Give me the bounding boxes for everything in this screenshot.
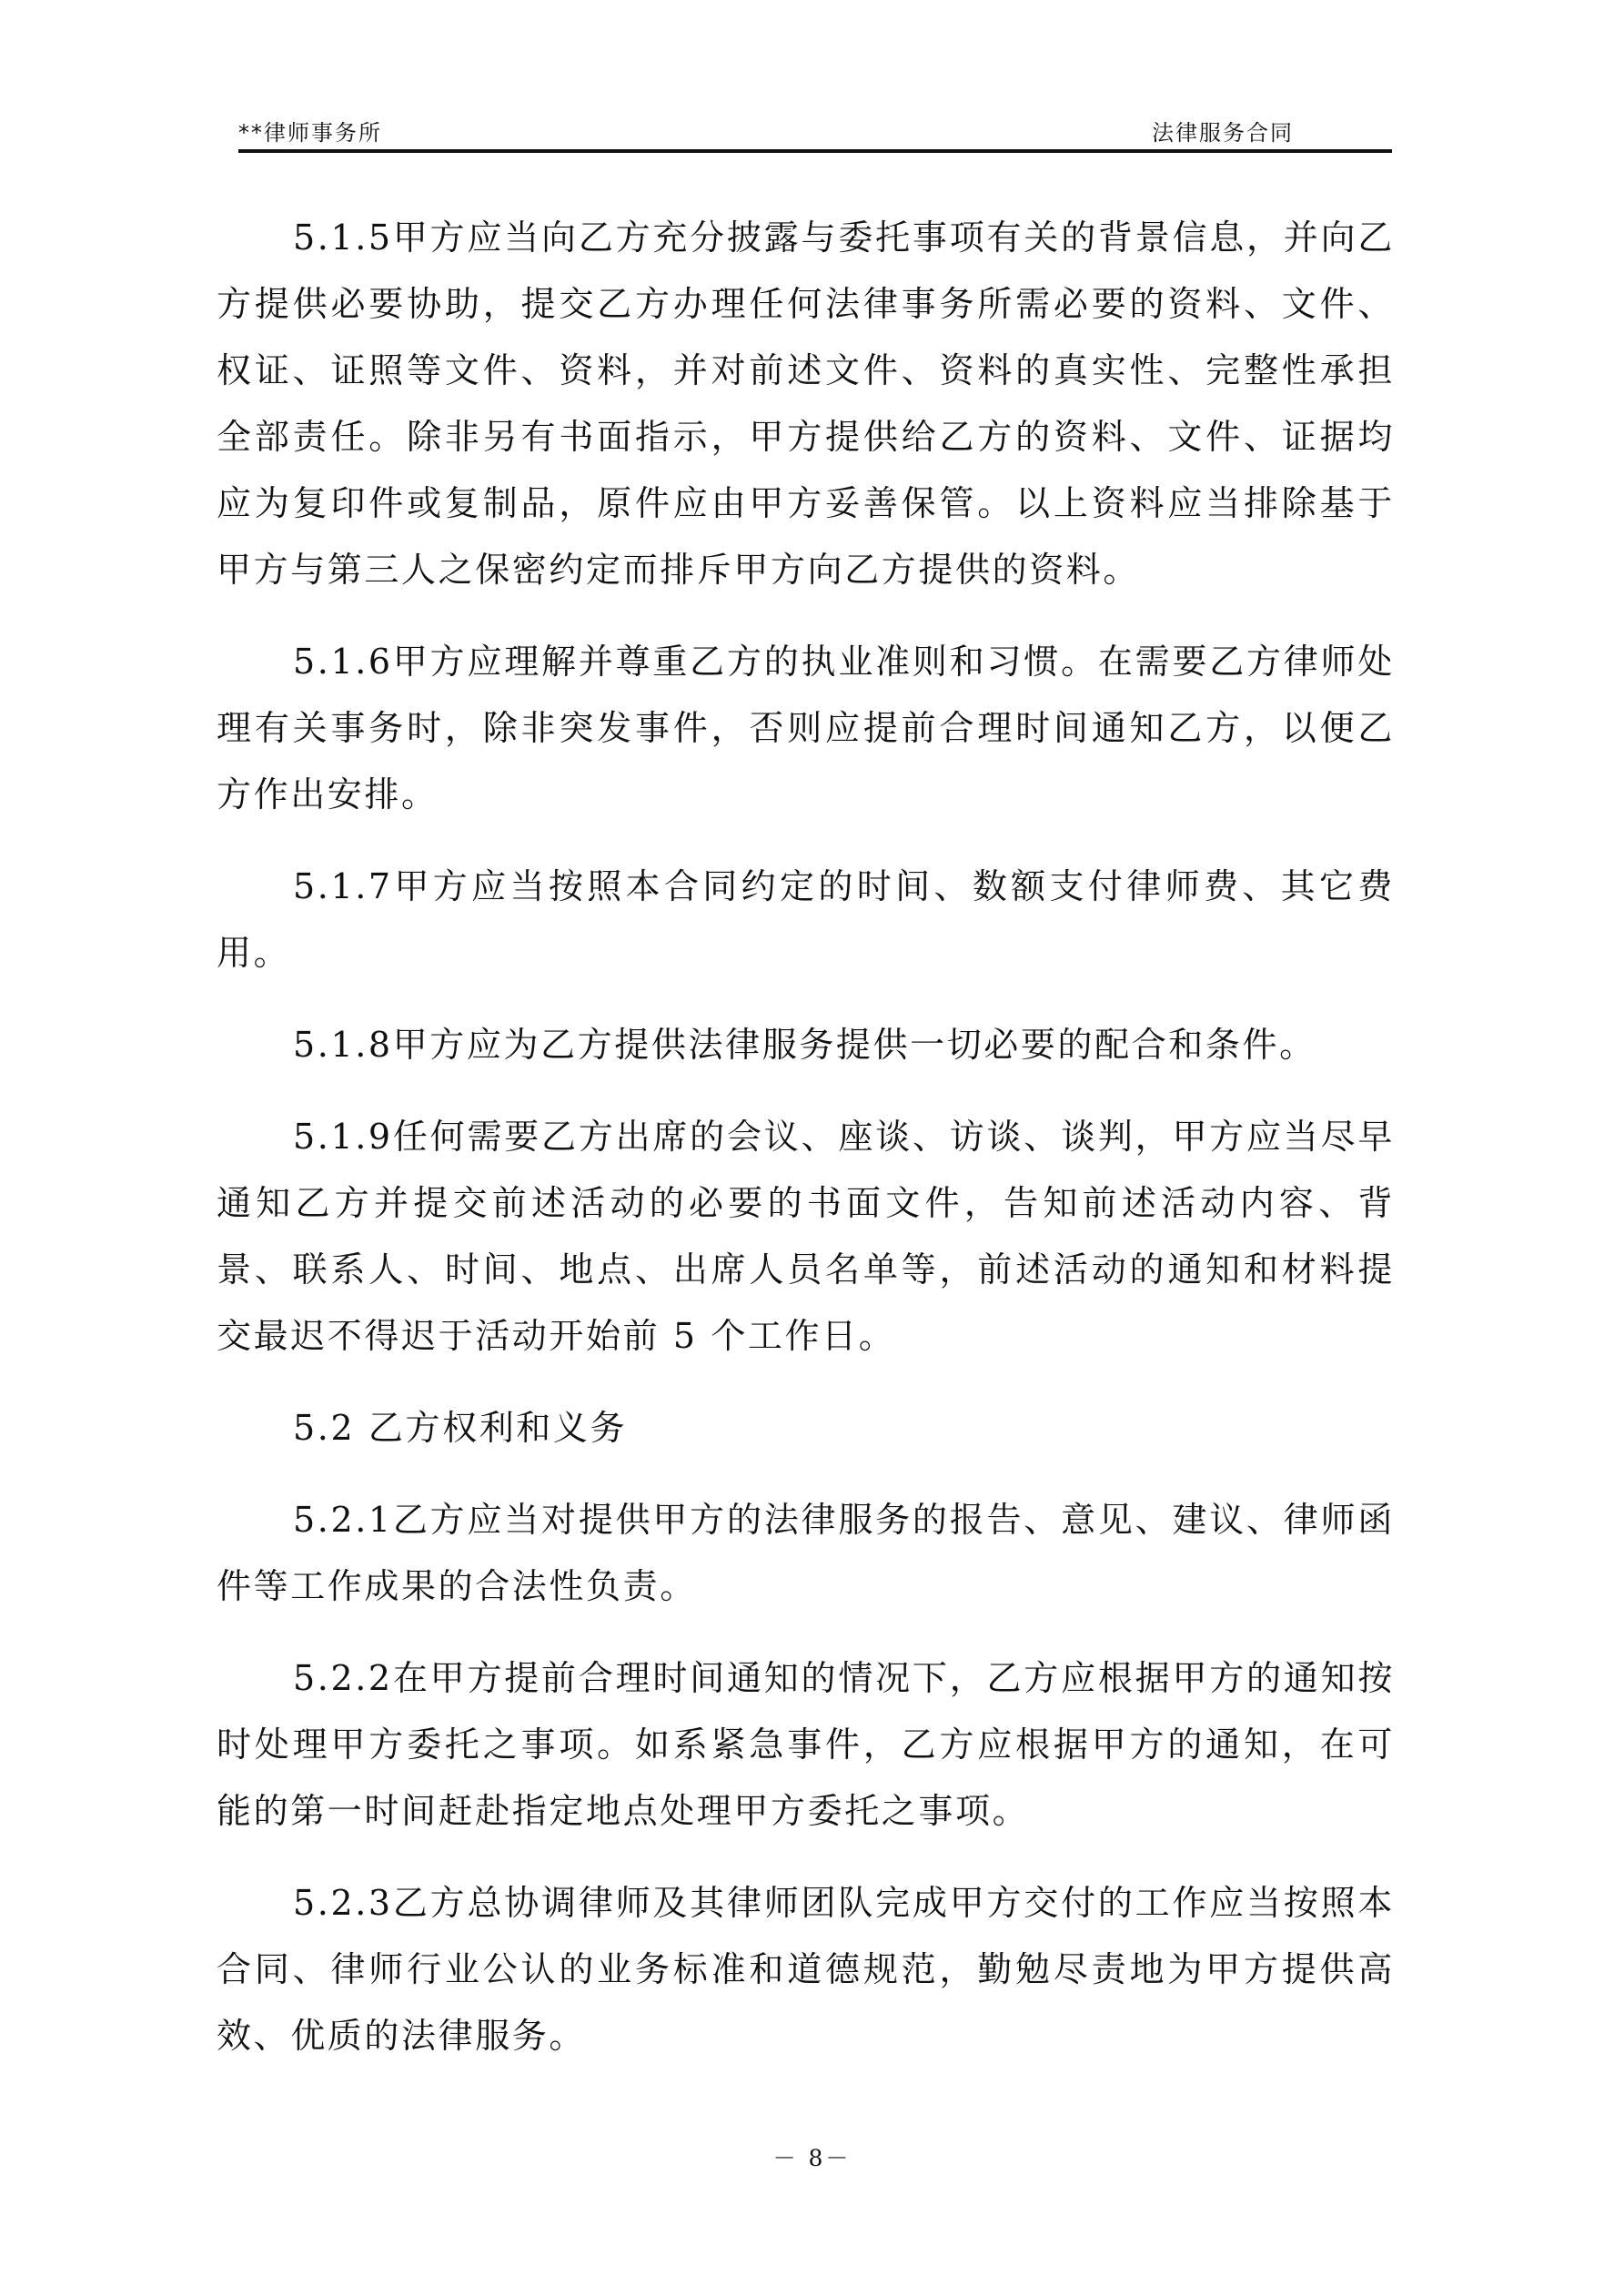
page-header: [238, 115, 1392, 151]
contract-title: 法律服务合同: [1152, 120, 1294, 146]
clause-5-1-7: 5.1.7甲方应当按照本合同约定的时间、数额支付律师费、其它费用。: [217, 866, 1395, 973]
page-number: － 8－: [772, 2145, 852, 2171]
clause-5-2-3: 5.2.3乙方总协调律师及其律师团队完成甲方交付的工作应当按照本合同、律师行业公认的业务标准和道德规范，勤勉尽责地为甲方提供高效、优质的法律服务。: [217, 1883, 1395, 2056]
clause-5-2-2: 5.2.2在甲方提前合理时间通知的情况下，乙方应根据甲方的通知按时处理甲方委托之事项。如系紧急事件，乙方应根据甲方的通知，在可能的第一时间赶赴指定地点处理甲方委托之事项。: [217, 1658, 1395, 1831]
clause-5-1-9: 5.1.9任何需要乙方出席的会议、座谈、访谈、谈判，甲方应当尽早通知乙方并提交前述活动的必要的书面文件，告知前述活动内容、背景、联系人、时间、地点、出席人员名单等，前述活动的通知和材料提交最迟不得迟于活动开始前 5 个工作日。: [217, 1117, 1395, 1356]
clause-5-2-1: 5.2.1乙方应当对提供甲方的法律服务的报告、意见、建议、律师函件等工作成果的合法性负责。: [217, 1500, 1395, 1606]
clause-5-1-6: 5.1.6甲方应理解并尊重乙方的执业准则和习惯。在需要乙方律师处理有关事务时，除非突发事件，否则应提前合理时间通知乙方，以便乙方作出安排。: [217, 642, 1395, 814]
header-divider: [238, 149, 1392, 153]
clause-5-1-8: 5.1.8甲方应为乙方提供法律服务提供一切必要的配合和条件。: [293, 1025, 1316, 1065]
clause-5-1-5: 5.1.5甲方应当向乙方充分披露与委托事项有关的背景信息，并向乙方提供必要协助，提交乙方办理任何法律事务所需必要的资料、文件、权证、证照等文件、资料，并对前述文件、资料的真实性、完整性承担全部责任。除非另有书面指示，甲方提供给乙方的资料、文件、证据均应为复印件或复制品，原件应由甲方妥善保管。以上资料应当排除基于甲方与第三人之保密约定而排斥甲方向乙方提供的资料。: [217, 217, 1395, 590]
section-5-2-heading: 5.2 乙方权利和义务: [293, 1408, 628, 1448]
contract-body: [217, 205, 1395, 2095]
law-firm-name: **律师事务所: [238, 120, 382, 146]
